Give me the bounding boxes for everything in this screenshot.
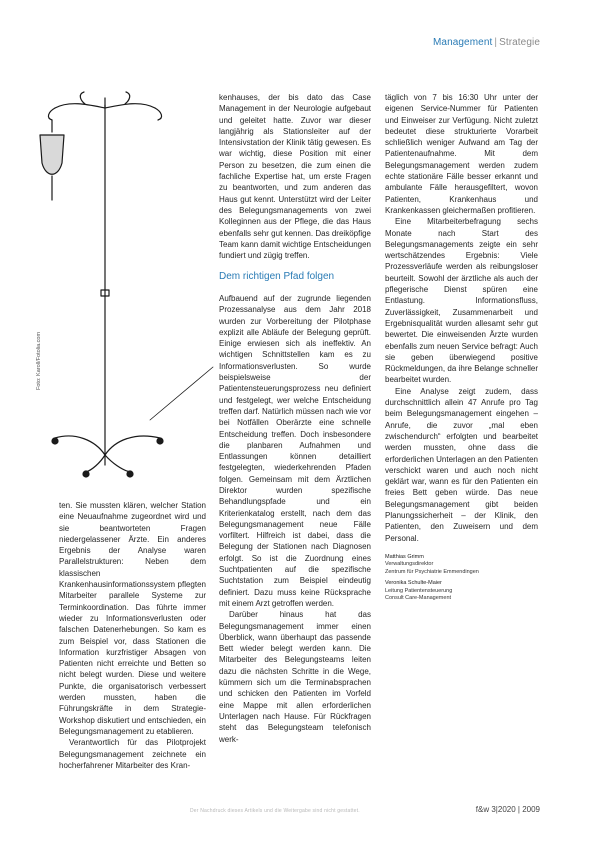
infusion-stand-illustration xyxy=(0,60,215,480)
text-column-2 xyxy=(219,92,371,745)
paragraph: Verantwortlich für das Pilotprojekt Belegungsmanagement zeichnete ein hocherfahrener Mitarbeiter des Kran- xyxy=(59,738,206,770)
text-column-1 xyxy=(59,500,206,771)
header-section: Management xyxy=(432,37,493,48)
paragraph: ten. Sie mussten klären, welcher Station eine Neuaufnahme zugeordnet wird und sie beantworteten Fragen niedergelassener Ärzte. Ein anderes Ergebnis der Analyse waren Parallelstrukturen: Neben dem klassischen Krankenhausinformationssystem pflegten Mitarbeiter parallele Systeme zur Terminkoordination. Das führte immer wieder zu Informationsverlusten oder falschen Datenerhebungen. So kam es zum Beispiel vor, dass Stationen die Information kurzfristiger Absagen von Patienten nicht erreichte und Betten so nicht belegt wurden. Diese und weitere Punkte, die organisatorisch verbessert werden mussten, haben die Führungskräfte in dem Strategie-Workshop diskutiert und entschieden, ein Belegungsmanagement zu etablieren. xyxy=(59,501,206,736)
running-header xyxy=(410,37,540,48)
header-separator: | xyxy=(494,37,498,48)
paragraph: täglich von 7 bis 16:30 Uhr unter der eigenen Service-Nummer für Patienten und Einweiser zur Verfügung. Nicht zuletzt bedeutet diese strukturierte Vorarbeit schließlich weniger Aufwand am Tag der Patientenaufnahme. Mit dem Belegungsmanagement werden zudem echte stationäre Fälle besser erkannt und ambulante Fälle herausgefiltert, wovon Patienten, Krankenhaus und Krankenkassen gleichermaßen profitieren. xyxy=(385,93,538,215)
page-footer-issue: f&w 3|2020 | 2009 xyxy=(475,805,540,814)
paragraph: Darüber hinaus hat das Belegungsmanagement immer einen Überblick, wann überhaupt das passende Bett wieder belegt werden kann. Die Mitarbeiter des Belegungsteams leiten dazu die nächsten Schritte in die Wege, kümmern sich um die Terminabsprachen und schicken den Patienten im Vorfeld eine Mappe mit allen erforderlichen Unterlagen nach Hause. Für Rückfragen steht das Belegungsteam telefonisch werk- xyxy=(219,610,371,744)
author-name: Veronika Schulte-Maier xyxy=(385,580,442,587)
text-column-3 xyxy=(385,92,538,603)
paragraph: kenhauses, der bis dato das Case Management in der Neurologie aufgebaut und geleitet hatte. Zuvor war dieser langjährig als Stationsleiter auf der Intensivstation der Klinik tätig gewesen. Es war wichtig, diese Position mit einer Person zu besetzen, die zum einen die fachliche Expertise hat, um erste Fragen zu beantworten, und zum anderen das Haus gut kennt. Unterstützt wird der Leiter des Belegungsmanagements von zwei Kolleginnen aus der Pflege, die das Haus ebenfalls sehr gut kennen. Das dreiköpfige Team kann damit wichtige Entscheidungen fundiert und zügig treffen. xyxy=(219,93,371,261)
author-block xyxy=(385,554,538,577)
paragraph: Aufbauend auf der zugrunde liegenden Prozessanalyse aus dem Jahr 2018 wurden zur Vorbereitung der Pilotphase explizit alle Abläufe der Belegung geprüft. Einige erwiesen sich als ineffektiv. An wichtigen Schnittstellen kam es zu Informationsverlusten. So wurde beispielsweise der Patientensteuerungsprozess neu definiert und festgelegt, wer welche Entscheidung treffen darf. Natürlich müssen nach wie vor bei Notfällen Oberärzte eine schnelle Entscheidung treffen. Doch insbesondere die planbaren Aufnahmen und Entlassungen können detailliert festgelegten, wiederkehrenden Pfaden folgen. Gemeinsam mit dem Ärztlichen Direktor wurden spezifische Behandlungspfade und ein Kriterienkatalog erstellt, nach dem das Belegungsmanagement neue Fälle vorfiltert. Hilfreich ist dabei, dass die Belegung der Stationen nach Diagnosen erfolgt. So ist die Zuordnung eines Suchtpatienten auf die spezifische Suchtstation zum Beispiel eindeutig definiert. Dazu muss keine Rücksprache mit einem Arzt getroffen werden. xyxy=(219,293,371,608)
author-title: Leitung Patientensteuerung xyxy=(385,587,453,594)
paragraph: Eine Mitarbeiterbefragung sechs Monate nach Start des Belegungsmanagements zeigte ein sehr wertschätzendes Ergebnis: Viele Prozessverläufe werden als reibungsloser beurteilt. Sowohl der ärztliche als auch der pflegerische Dienst spüren eine Entlastung. Informationsfluss, Zuverlässigkeit, Zusammenarbeit und Ergebnisqualität wurden allesamt sehr gut bewertet. Die einweisenden Ärzte wurden ebenfalls zum neuen Service befragt: Auch sie geben überwiegend positive Rückmeldungen, da ihre Belange schneller bearbeitet wurden. xyxy=(385,217,538,385)
section-heading: Dem richtigen Pfad folgen xyxy=(219,271,335,283)
author-title: Verwaltungsdirektor xyxy=(385,561,434,568)
photo-credit: Foto: Karoll/Fotolia.com xyxy=(36,331,42,390)
author-name: Matthias Grimm xyxy=(385,553,424,560)
paragraph: Eine Analyse zeigt zudem, dass durchschnittlich allein 47 Anrufe pro Tag beim Belegungsmanagement eingehen – Anrufe, die zuvor „mal eben zwischendurch“ erfolgten und bearbeitet werden mussten, ohne dass die erforderlichen Unterlagen an den Patienten verschickt waren und auch noch nicht geklärt war, wann es für den Patienten ein freies Bett geben würde. Das neue Belegungsmanagement gibt beiden Planungssicherheit – der Klinik, den Patienten, den Zuweisern und dem Personal. xyxy=(385,386,538,543)
author-block xyxy=(385,580,538,603)
header-subsection: Strategie xyxy=(499,37,540,48)
author-info xyxy=(385,554,538,603)
author-org: Consult Care-Management xyxy=(385,595,452,602)
footer-notice: Der Nachdruck dieses Artikels und die Weitergabe sind nicht gestattet. xyxy=(190,808,360,814)
author-org: Zentrum für Psychiatrie Emmendingen xyxy=(385,568,479,575)
